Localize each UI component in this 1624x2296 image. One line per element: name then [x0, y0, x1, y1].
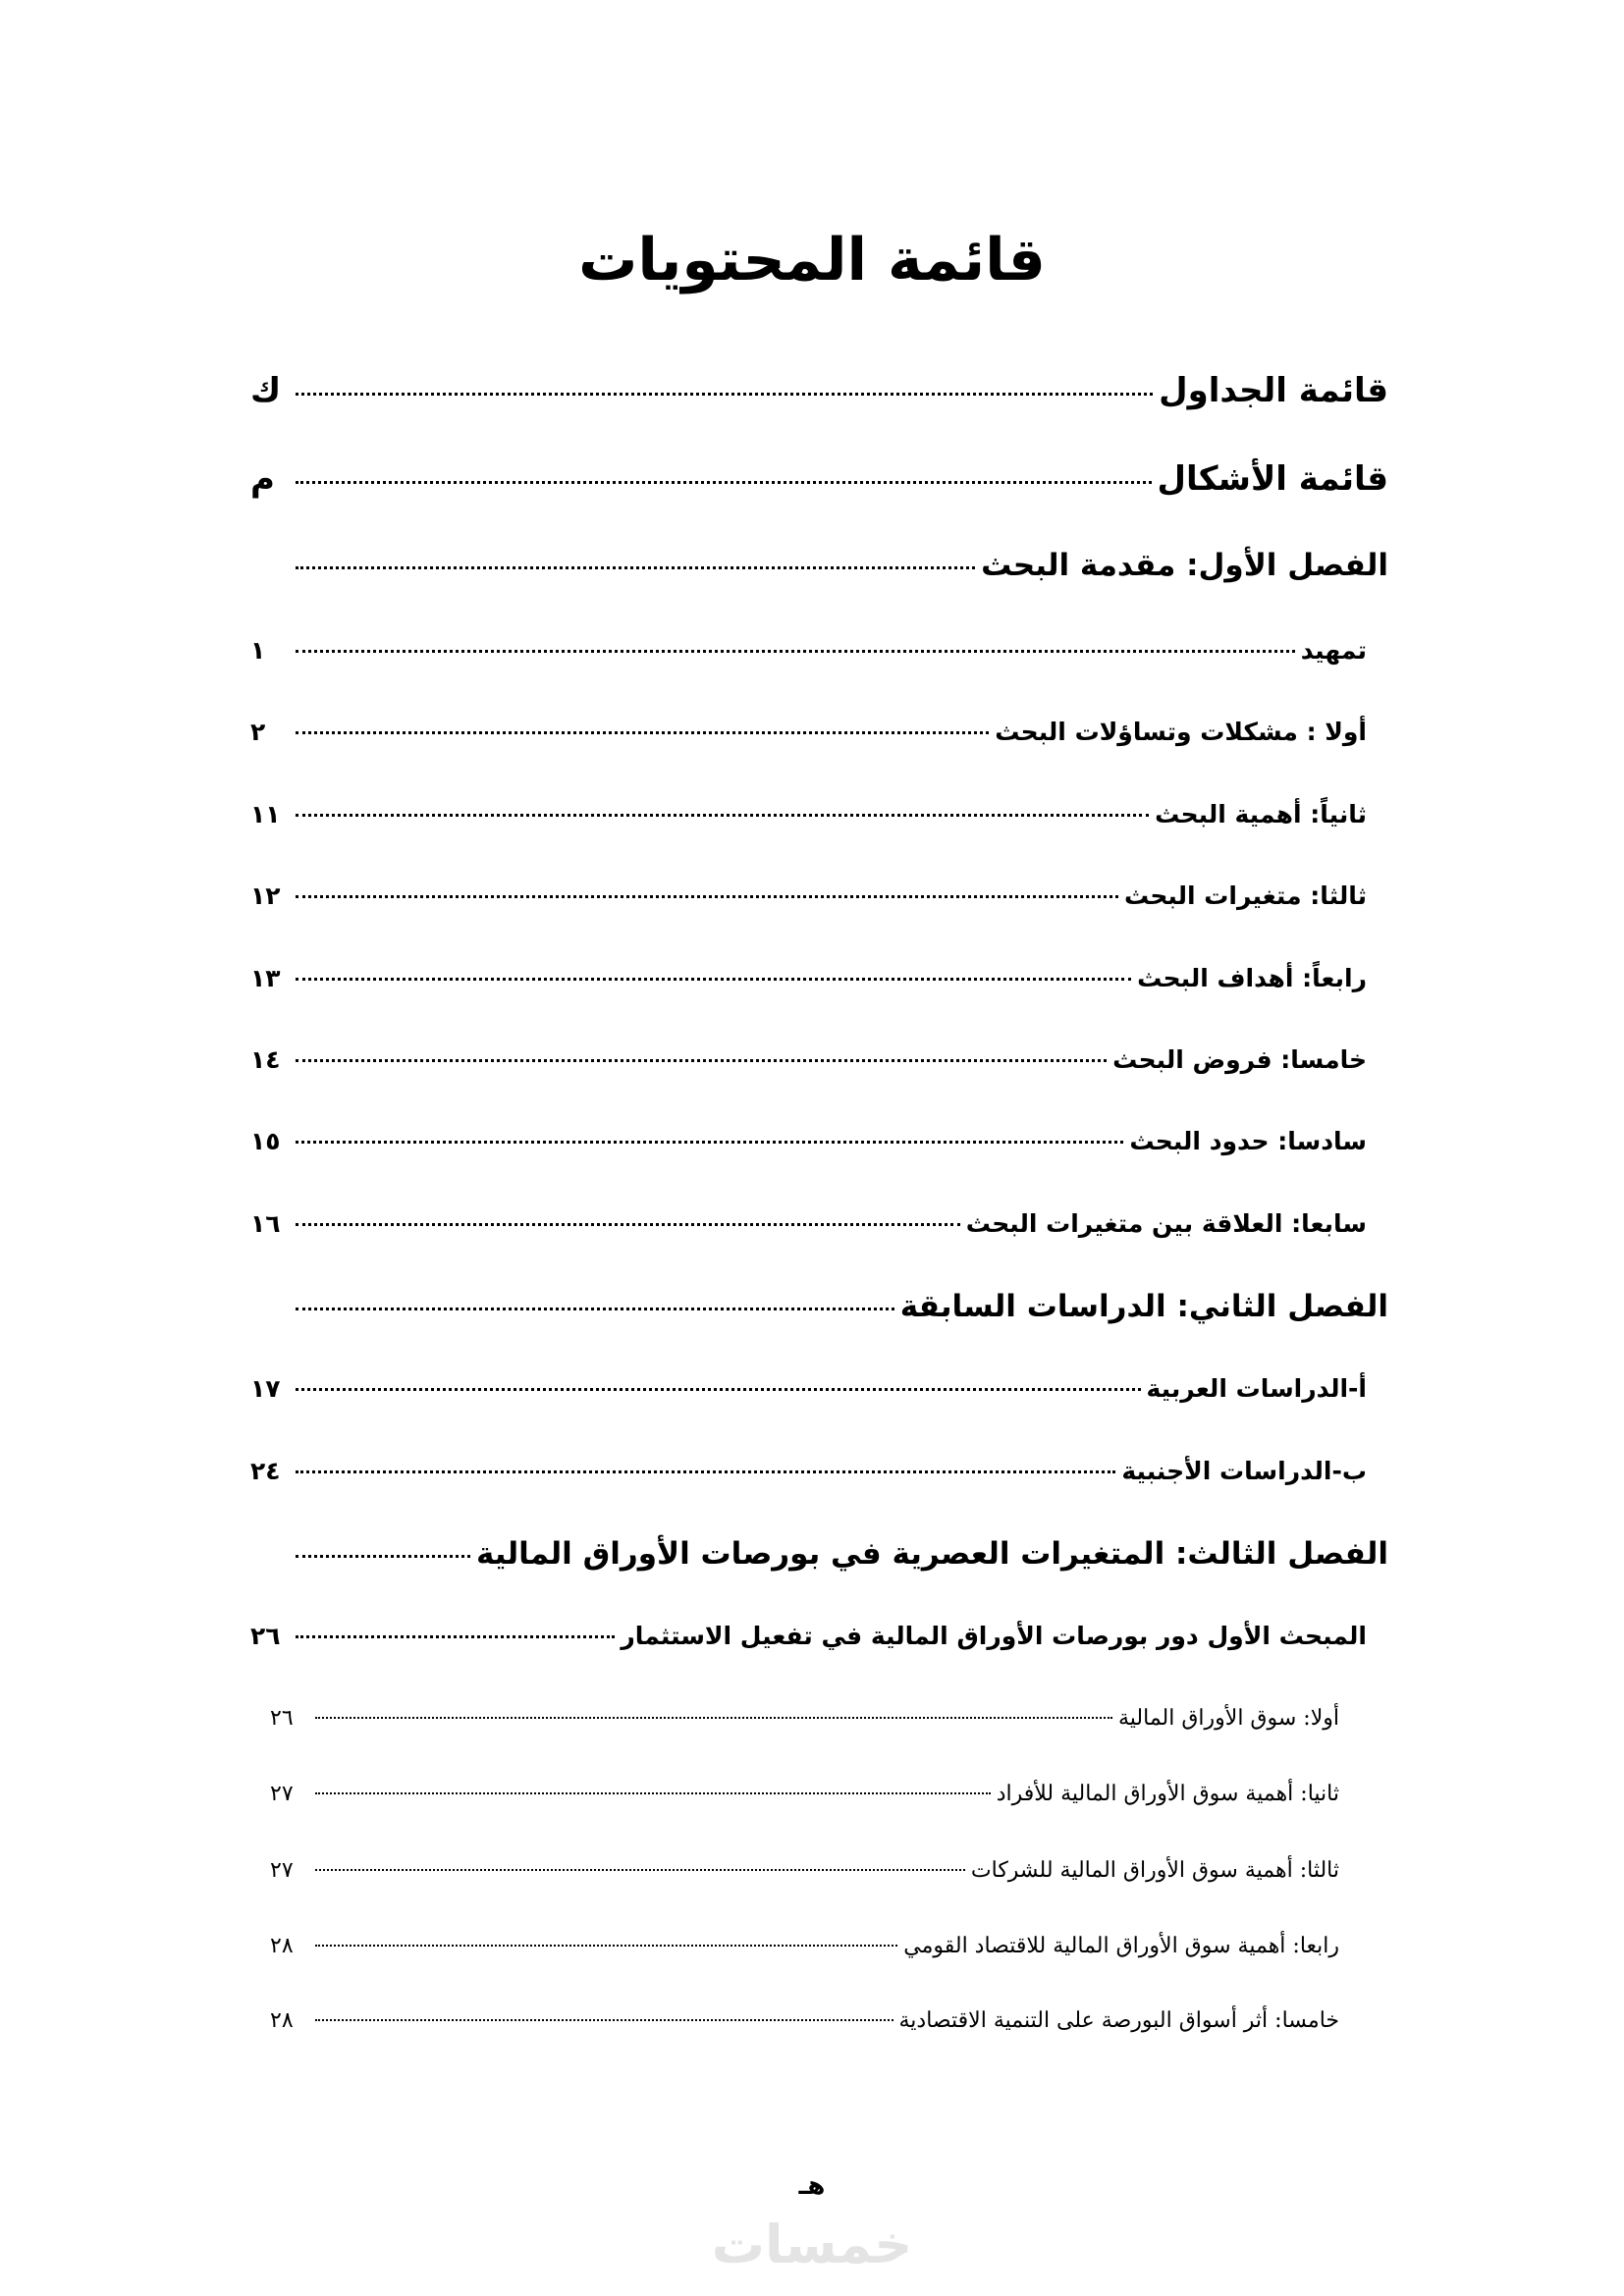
leader-dots [315, 1869, 965, 1871]
toc-entry-label: ثانياً: أهمية البحث [1155, 800, 1367, 828]
leader-dots [296, 650, 1295, 653]
toc-entry-label: قائمة الأشكال [1157, 459, 1388, 499]
leader-dots [315, 1945, 897, 1947]
toc-entry[interactable] [250, 881, 1367, 921]
toc-subentry[interactable] [270, 1782, 1339, 1817]
toc-entry-page: ٢٧ [270, 1858, 294, 1883]
leader-dots [296, 1388, 1141, 1391]
leader-dots [296, 814, 1149, 817]
toc-entry-page: ١٧ [250, 1374, 281, 1403]
toc-subentry[interactable] [270, 2008, 1339, 2044]
leader-dots [296, 895, 1118, 898]
leader-dots [296, 1223, 960, 1226]
toc-entry-page: ٢٦ [250, 1622, 281, 1650]
toc-entry-page: ٢٨ [270, 1934, 294, 1958]
toc-chapter-1[interactable] [250, 548, 1388, 595]
toc-entry-label: خامسا: فروض البحث [1112, 1045, 1367, 1074]
toc-entry-label: رابعاً: أهداف البحث [1137, 964, 1367, 992]
leader-dots [296, 1141, 1123, 1144]
leader-dots [296, 1635, 615, 1638]
toc-entry-label: سابعا: العلاقة بين متغيرات البحث [965, 1209, 1367, 1238]
leader-dots [296, 1059, 1107, 1062]
leader-dots [296, 978, 1131, 981]
toc-entry-label: أولا: سوق الأوراق المالية [1117, 1706, 1339, 1731]
page-number: هـ [798, 2171, 826, 2201]
toc-entry-label: ثانيا: أهمية سوق الأوراق المالية للأفراد [996, 1782, 1339, 1806]
leader-dots [315, 2019, 893, 2021]
page-title: قائمة المحتويات [578, 226, 1046, 294]
toc-entry-label: ب-الدراسات الأجنبية [1121, 1457, 1367, 1485]
toc-entry-label: الفصل الأول: مقدمة البحث [981, 548, 1388, 583]
toc-entry-page: ١٦ [250, 1209, 281, 1238]
toc-section[interactable] [250, 1622, 1367, 1661]
toc-chapter-3[interactable] [250, 1536, 1388, 1583]
leader-dots [296, 1555, 470, 1558]
toc-entry-page: ١٣ [250, 964, 281, 992]
toc-subentry[interactable] [270, 1858, 1339, 1894]
toc-entry-label: تمهيد [1300, 636, 1367, 665]
leader-dots [296, 731, 989, 734]
toc-entry-label: رابعا: أهمية سوق الأوراق المالية للاقتصاد القومي [903, 1934, 1339, 1958]
leader-dots [296, 1470, 1115, 1473]
toc-entry-label: المبحث الأول دور بورصات الأوراق المالية في تفعيل الاستثمار [621, 1622, 1367, 1650]
toc-entry-page: ٢٨ [270, 2008, 294, 2033]
toc-entry-label: الفصل الثاني: الدراسات السابقة [899, 1289, 1388, 1324]
toc-entry[interactable] [250, 800, 1367, 839]
toc-entry-label: الفصل الثالث: المتغيرات العصرية في بورصات الأوراق المالية [476, 1536, 1388, 1572]
toc-entry-page: ك [250, 371, 282, 410]
toc-entry-label: خامسا: أثر أسواق البورصة على التنمية الاقتصادية [898, 2008, 1339, 2033]
toc-entry[interactable] [250, 964, 1367, 1003]
toc-entry-page: ٢ [250, 718, 266, 746]
leader-dots [296, 566, 975, 569]
toc-entry-page: ١٤ [250, 1045, 281, 1074]
toc-entry[interactable] [250, 718, 1367, 757]
toc-entry[interactable] [250, 1374, 1367, 1414]
toc-entry-label: ثالثا: أهمية سوق الأوراق المالية للشركات [970, 1858, 1339, 1883]
toc-entry-label: أ-الدراسات العربية [1146, 1374, 1367, 1403]
toc-entry-page: ١١ [250, 800, 281, 828]
toc-entry[interactable] [250, 1127, 1367, 1166]
toc-entry[interactable] [250, 1045, 1367, 1085]
leader-dots [296, 393, 1153, 396]
toc-subentry[interactable] [270, 1934, 1339, 1969]
toc-entry[interactable] [250, 1457, 1367, 1496]
toc-entry[interactable] [250, 636, 1367, 675]
toc-entry-page: ١٢ [250, 881, 281, 910]
toc-entry-page: ١ [250, 636, 266, 665]
toc-entry-page: م [250, 459, 275, 499]
toc-entry-label: قائمة الجداول [1159, 371, 1388, 410]
toc-entry-label: أولا : مشكلات وتساؤلات البحث [995, 718, 1367, 746]
leader-dots [296, 1308, 894, 1310]
toc-entry-label: سادسا: حدود البحث [1129, 1127, 1367, 1155]
toc-entry-figures-list[interactable] [250, 459, 1388, 508]
toc-entry-tables-list[interactable] [250, 371, 1388, 420]
leader-dots [315, 1792, 991, 1794]
leader-dots [315, 1717, 1112, 1719]
toc-subentry[interactable] [270, 1706, 1339, 1741]
toc-entry-page: ١٥ [250, 1127, 281, 1155]
toc-entry[interactable] [250, 1209, 1367, 1249]
toc-entry-label: ثالثا: متغيرات البحث [1123, 881, 1367, 910]
toc-entry-page: ٢٦ [270, 1706, 294, 1731]
leader-dots [296, 481, 1152, 484]
toc-chapter-2[interactable] [250, 1289, 1388, 1336]
toc-entry-page: ٢٧ [270, 1782, 294, 1806]
toc-entry-page: ٢٤ [250, 1457, 281, 1485]
watermark-logo: خمسات [711, 2214, 913, 2275]
